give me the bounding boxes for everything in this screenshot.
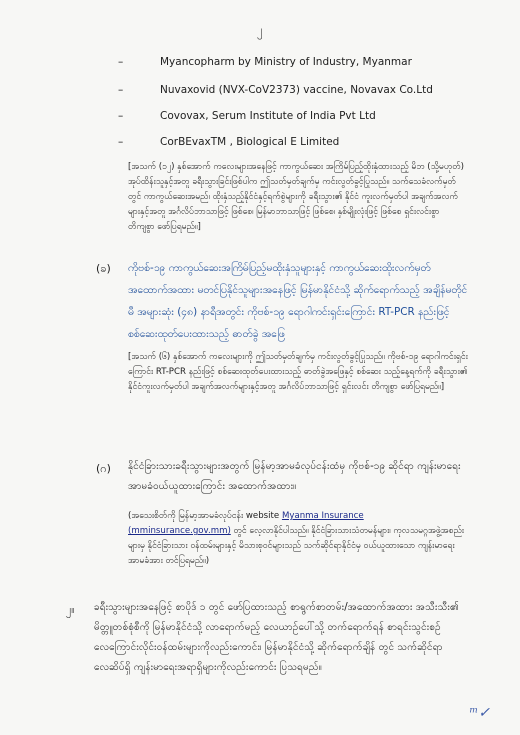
item-heading-pcr: ကိုဗစ်-၁၉ ကာကွယ်ဆေးအကြိမ်ပြည့်မထိုးနှံသူများနှင့် ကာကွယ်ဆေးထိုးလက်မှတ် အထောက်အထား မတင်ပြနိုင်သူများအနေဖြင့် မြန်မာနိုင်ငံသို့ ဆိုက်ရောက်သည့် အချိန်မတိုင်မီ အများဆုံး (၄၈) နာရီအတွင်း ကိုဗစ်-၁၉ ရောဂါကင်းရှင်းကြောင်း RT-PCR နည်းဖြင့် စစ်ဆေးထုတ်ပေးထားသည့် ဓာတ်ခွဲ အဖြေ: [128, 262, 468, 340]
note-insurance-text: တွင် လေ့လာနိုင်ပါသည်။ နိုင်ငံခြားသားသံတမန်များ၊ ကုလသမဂ္ဂအဖွဲ့အစည်းများမှ နိုင်ငံခြားသား ဝန်ထမ်းများနှင့် မိသားစုဝင်များသည် သက်ဆိုင်ရာနိုင်ငံမှ ဝယ်ယူထားသော ကျန်းမာရေးအာမခံအား တင်ပြရမည်။): [128, 526, 464, 566]
bullet-dash: –: [118, 56, 124, 68]
bullet-item: Nuvaxovid (NVX-CoV2373) vaccine, Novavax Co.Ltd: [160, 84, 433, 96]
item-number: (ဂ): [96, 462, 111, 475]
paragraph-number: ၂။: [66, 603, 75, 616]
bullet-dash: –: [118, 136, 124, 148]
bullet-item: Myancopharm by Ministry of Industry, Myanmar: [160, 56, 412, 68]
bullet-dash: –: [118, 110, 124, 122]
item-number: (ခ): [96, 262, 111, 275]
initials-signature: ᵐ✓: [469, 705, 490, 721]
bullet-dash: –: [118, 84, 124, 96]
page-number: ၂: [257, 23, 263, 37]
item-heading-insurance: နိုင်ငံခြားသားခရီးသွားများအတွက် မြန်မာ့အာမခံလုပ်ငန်းထံမှ ကိုဗစ်-၁၉ ဆိုင်ရာ ကျန်းမာရေး အာမခံဝယ်ယူထားကြောင်း အထောက်အထား။: [128, 461, 461, 492]
note-pcr-exemption: [အသက် (၆) နှစ်အောက် ကလေးများကို ဤသတ်မှတ်ချက်မှ ကင်းလွတ်ခွင့်ပြုသည်။ ကိုဗစ်-၁၉ ရောဂါကင်းရှင်းကြောင်း RT-PCR နည်းဖြင့် စစ်ဆေးထုတ်ပေးထားသည့် ဓာတ်ခွဲအဖြေနှင့် စစ်ဆေး သည့်နေ့ရက်ကို ခရီးသွား၏ နိုင်ငံကူးလက်မှတ်ပါ အချက်အလက်များနှင့်အတူ အင်္ဂလိပ်ဘာသာဖြင့် ရှင်းလင်း တိကျစွာ ဖော်ပြရမည်။]: [128, 352, 468, 392]
bullet-item: Covovax, Serum Institute of India Pvt Ltd: [160, 110, 376, 122]
note-vaccine-exemption: [အသက် (၁၂) နှစ်အောက် ကလေးများအနေဖြင့် ကာကွယ်ဆေး အကြိမ်ပြည့်ထိုးနှံထားသည့် မိဘ (သို့မဟုတ်) အုပ်ထိန်းသူနှင့်အတူ ခရီးသွားခြင်းဖြစ်ပါက ဤသတ်မှတ်ချက်မှ ကင်းလွတ်ခွင့်ပြုသည်။ သက်သေခံလက်မှတ်တွင် ကာကွယ်ဆေးအမည်၊ ထိုးနှံသည့်နိုင်ငံနှင့်ရက်စွဲများကို ခရီးသွား၏ နိုင်ငံ ကူးလက်မှတ်ပါ အချက်အလက်များနှင့်အတူ အင်္ဂလိပ်ဘာသာဖြင့် ဖြစ်စေ၊ မြန်မာဘာသာဖြင့် ဖြစ်စေ၊ နှစ်မျိုးလုံးဖြင့် ဖြစ်စေ ရှင်းလင်းစွာ တိကျစွာ ဖော်ပြရမည်။]: [128, 162, 464, 232]
bullet-item: CorBEvaxTM , Biological E Limited: [160, 136, 340, 148]
insurance-website-link[interactable]: Myanma Insurance (mminsurance.gov.mm): [128, 511, 364, 536]
paragraph-copies-requirement: ခရီးသွားများအနေဖြင့် စာပိုဒ် ၁ တွင် ဖော်ပြထားသည့် စာရွက်စာတမ်း/အထောက်အထား အသီးသီး၏ မိတ္တူတစ်စုံစီကို မြန်မာနိုင်ငံသို့ လာရောက်မည့် လေယာဉ်ပေါ်သို့ တက်ရောက်ရန် စာရင်းသွင်းစဉ် လေကြောင်းလိုင်းဝန်ထမ်းများကိုလည်းကောင်း၊ မြန်မာနိုင်ငံသို့ ဆိုက်ရောက်ချိန် တွင် သက်ဆိုင်ရာ လေဆိပ်ရှိ ကျန်းမာရေးအရာရှိများကိုလည်းကောင်း ပြသရမည်။: [94, 602, 460, 673]
note-insurance-text: (အသေးစိတ်ကို မြန်မာ့အာမခံလုပ်ငန်း website: [128, 511, 282, 521]
note-insurance: [128, 509, 468, 569]
